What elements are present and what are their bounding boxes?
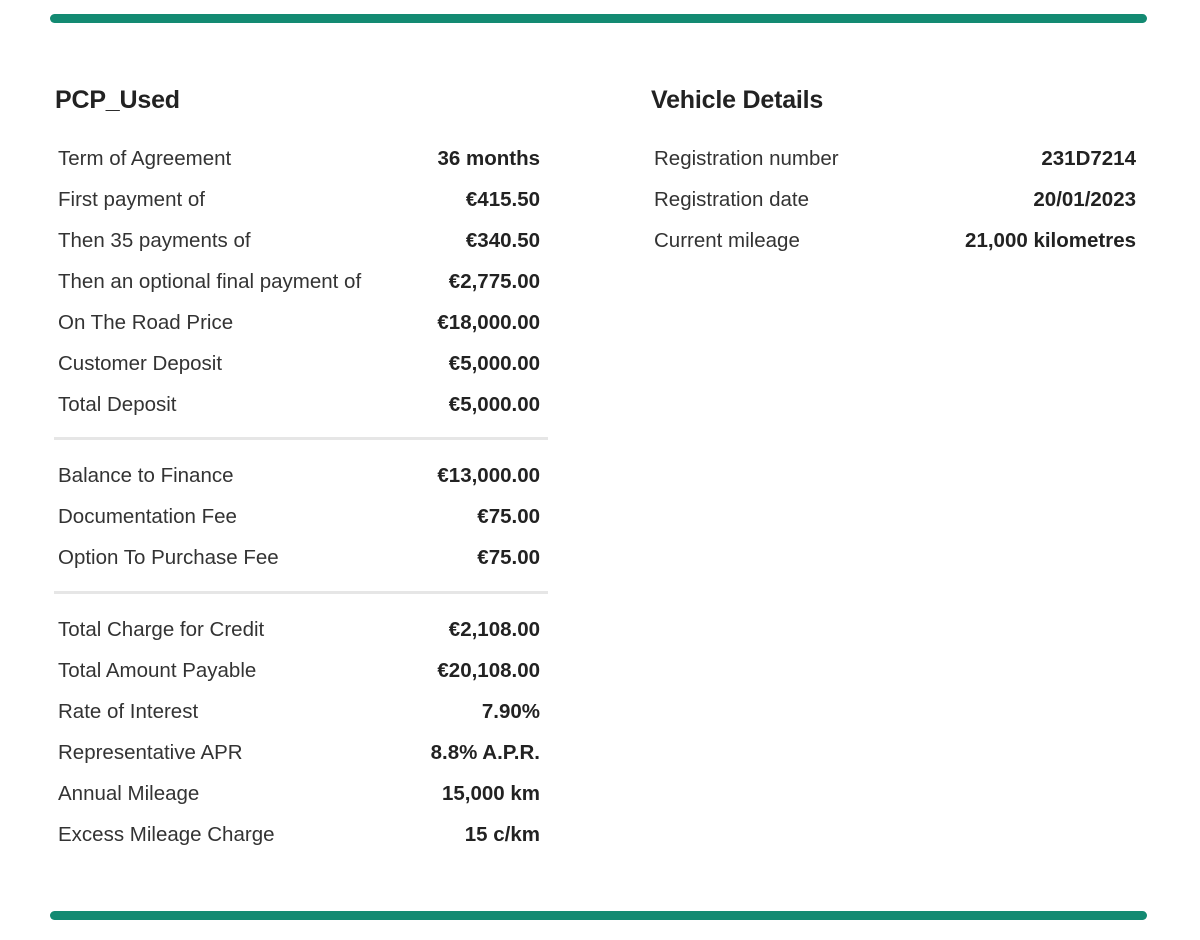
row-value: €75.00: [477, 545, 540, 569]
row-value: 36 months: [437, 146, 540, 170]
top-accent-bar: [50, 14, 1147, 23]
row-registration-number: [654, 138, 1136, 179]
row-value: 231D7214: [1041, 146, 1136, 170]
row-on-the-road-price: [58, 302, 540, 343]
row-value: €13,000.00: [437, 463, 540, 487]
row-value: 8.8% A.P.R.: [430, 740, 540, 764]
row-label: Excess Mileage Charge: [58, 822, 275, 846]
row-label: Total Charge for Credit: [58, 617, 265, 641]
row-label: Rate of Interest: [58, 699, 199, 723]
row-customer-deposit: [58, 343, 540, 384]
row-label: Registration number: [654, 146, 839, 170]
row-value: €2,775.00: [448, 269, 540, 293]
row-rate-of-interest: [58, 691, 540, 732]
row-total-charge-for-credit: [58, 609, 540, 650]
section-divider: [54, 591, 548, 594]
row-value: €340.50: [465, 228, 540, 252]
row-label: Current mileage: [654, 228, 800, 252]
row-balance-to-finance: [58, 455, 540, 496]
row-registration-date: [654, 179, 1136, 220]
row-value: 21,000 kilometres: [965, 228, 1136, 252]
row-label: First payment of: [58, 187, 205, 211]
row-label: Customer Deposit: [58, 351, 223, 375]
row-label: On The Road Price: [58, 310, 234, 334]
row-total-amount-payable: [58, 650, 540, 691]
row-value: 15 c/km: [464, 822, 540, 846]
row-label: Then an optional final payment of: [58, 269, 362, 293]
finance-group-payments: [58, 138, 540, 425]
row-term-of-agreement: [58, 138, 540, 179]
row-first-payment: [58, 179, 540, 220]
row-value: 15,000 km: [441, 781, 540, 805]
row-annual-mileage: [58, 773, 540, 814]
row-current-mileage: [654, 220, 1136, 261]
row-label: Documentation Fee: [58, 504, 237, 528]
row-representative-apr: [58, 732, 540, 773]
row-label: Balance to Finance: [58, 463, 234, 487]
row-label: Option To Purchase Fee: [58, 545, 279, 569]
row-final-payment: [58, 261, 540, 302]
row-value: €415.50: [465, 187, 540, 211]
row-value: €2,108.00: [448, 617, 540, 641]
row-documentation-fee: [58, 496, 540, 537]
row-option-to-purchase-fee: [58, 537, 540, 578]
finance-group-fees: [58, 455, 540, 578]
row-total-deposit: [58, 384, 540, 425]
row-label: Total Amount Payable: [58, 658, 257, 682]
row-value: €5,000.00: [448, 392, 540, 416]
row-label: Term of Agreement: [58, 146, 232, 170]
row-label: Then 35 payments of: [58, 228, 251, 252]
row-excess-mileage-charge: [58, 814, 540, 855]
section-divider: [54, 437, 548, 440]
finance-group-totals: [58, 609, 540, 855]
finance-title: PCP_Used: [55, 86, 180, 114]
row-label: Representative APR: [58, 740, 243, 764]
bottom-accent-bar: [50, 911, 1147, 920]
row-value: 7.90%: [481, 699, 540, 723]
row-value: €20,108.00: [437, 658, 540, 682]
row-label: Total Deposit: [58, 392, 177, 416]
row-value: €5,000.00: [448, 351, 540, 375]
vehicle-details-list: [654, 138, 1136, 261]
row-value: 20/01/2023: [1033, 187, 1136, 211]
row-label: Registration date: [654, 187, 809, 211]
row-value: €18,000.00: [437, 310, 540, 334]
vehicle-title: Vehicle Details: [651, 86, 824, 114]
row-monthly-payments: [58, 220, 540, 261]
row-value: €75.00: [477, 504, 540, 528]
row-label: Annual Mileage: [58, 781, 200, 805]
